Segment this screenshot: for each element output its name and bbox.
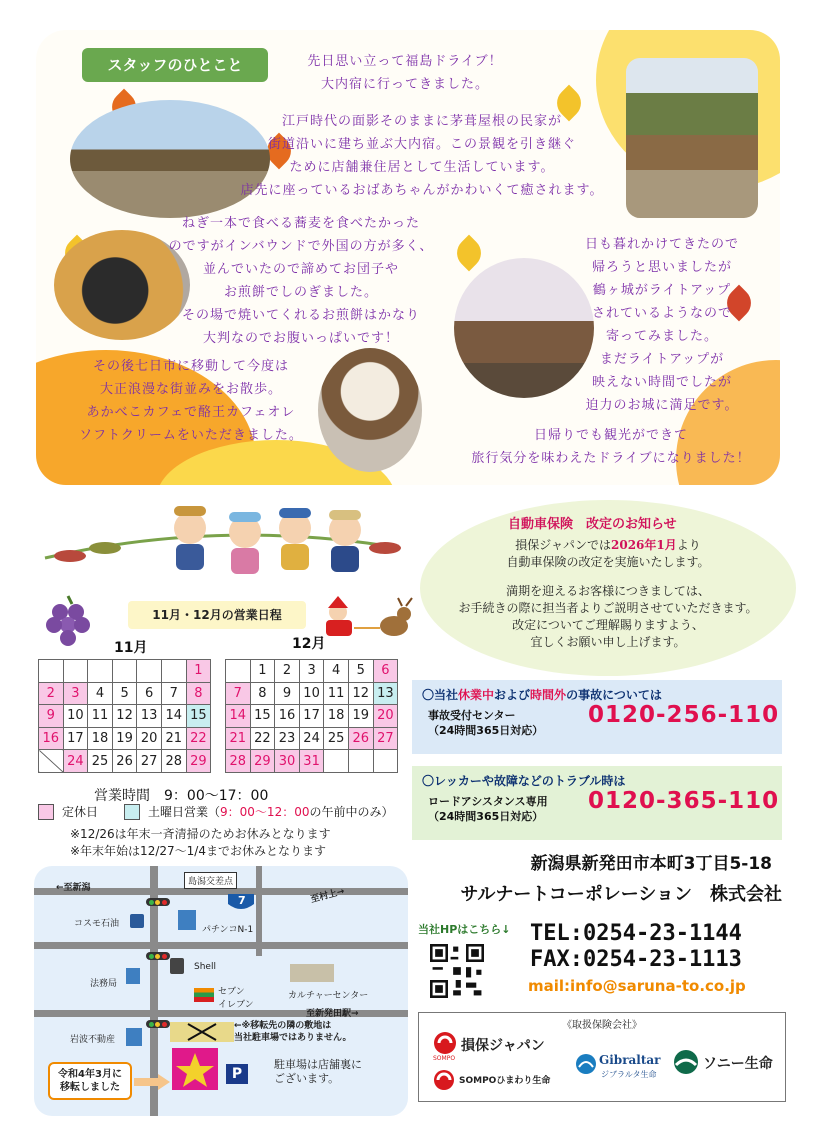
grapes-icon — [38, 592, 100, 654]
gibraltar-logo-icon — [575, 1053, 597, 1075]
schedule-title: 11月・12月の営業日程 — [128, 601, 306, 629]
soft-cream-photo — [318, 348, 422, 472]
parking-sign-icon: P — [226, 1064, 248, 1084]
calendar-day — [161, 660, 186, 683]
calendar-day: 2 — [39, 682, 64, 705]
insurance-line: 改定についてご理解賜りますよう、 — [512, 618, 704, 632]
story-line: 先日思い立って福島ドライブ！ — [307, 54, 503, 69]
saturday-legend-swatch — [124, 804, 140, 820]
leaf-icon — [451, 235, 488, 272]
accident-heading — [422, 686, 662, 703]
himawari-name: SOMPOひまわり生命 — [459, 1076, 551, 1086]
company-tel[interactable]: TEL:0254-23-1144 — [530, 921, 742, 946]
calendar-day: 19 — [112, 727, 137, 750]
map-iwanami-label: 岩波不動産 — [70, 1035, 116, 1045]
story-line: 迫力のお城に満足です。 — [585, 398, 739, 413]
gibraltar-jp-name: ジブラルタ生命 — [601, 1070, 657, 1079]
story-line: その場で焼いてくれるお煎餅はかなり — [181, 308, 420, 323]
calendar-day: 25 — [88, 750, 113, 773]
insurance-line: 自動車保険の改定を実施いたします。 — [506, 555, 710, 569]
business-hours: 営業時間 9：00〜17：00 — [94, 788, 269, 804]
calendar-day: 6 — [373, 660, 398, 683]
company-fax: FAX:0254-23-1113 — [530, 947, 742, 972]
calendar-day: 19 — [348, 705, 373, 728]
story-line: されているようなので — [591, 306, 732, 321]
insurance-line: お手続きの際に担当者よりご説明させていただきます。 — [458, 601, 758, 615]
saturday-legend-hours: 9：00〜12：00 — [220, 805, 310, 819]
map-to-murakami: 至村上→ — [309, 886, 346, 906]
note-line: ※年末年始は12/27〜1/4までお休みとなります — [70, 844, 326, 858]
calendar-day: 16 — [39, 727, 64, 750]
calendar-day: 12 — [348, 682, 373, 705]
december-label: 12月 — [292, 636, 326, 652]
ouchijuku-street-photo — [626, 58, 758, 218]
calendar-day: 1 — [186, 660, 211, 683]
map-culture-label: カルチャーセンター — [288, 991, 369, 1001]
story-line: 日帰りでも観光ができて — [533, 428, 688, 443]
calendar-day: 12 — [112, 705, 137, 728]
calendar-day: 21 — [226, 727, 251, 750]
map-road — [256, 866, 262, 956]
map-road — [34, 942, 408, 949]
calendar-day: 14 — [161, 705, 186, 728]
insurance-spacer — [430, 571, 786, 583]
story-line: 江戸時代の面影そのままに茅葺屋根の民家が — [281, 114, 562, 129]
story-line: 帰ろうと思いましたが — [591, 260, 732, 275]
calendar-week-row — [39, 727, 211, 750]
traffic-light-icon — [146, 898, 170, 906]
calendar-week-row — [226, 750, 398, 773]
story-line: ソフトクリームをいただきました。 — [79, 428, 303, 443]
calendar-day: 1 — [250, 660, 275, 683]
calendar-day — [348, 750, 373, 773]
sony-life-logo-icon — [673, 1049, 699, 1075]
accident-center-hours: （24時間365日対応） — [428, 724, 544, 737]
map-cosmo-label: コスモ石油 — [74, 919, 120, 929]
calendar-day: 2 — [275, 660, 300, 683]
calendar-week-row — [226, 705, 398, 728]
calendar-day — [137, 660, 162, 683]
calendar-day: 15 — [186, 705, 211, 728]
calendar-day: 17 — [63, 727, 88, 750]
calendar-day: 29 — [186, 750, 211, 773]
calendar-day: 24 — [299, 727, 324, 750]
calendar-day: 17 — [299, 705, 324, 728]
sony-life-name: ソニー生命 — [703, 1056, 773, 1072]
calendar-day: 26 — [112, 750, 137, 773]
calendar-day — [112, 660, 137, 683]
calendar-day: 20 — [373, 705, 398, 728]
culture-center-icon — [290, 964, 334, 982]
schedule-notes — [70, 826, 331, 860]
calendar-day: 3 — [299, 660, 324, 683]
calendar-day: 23 — [275, 727, 300, 750]
map-seven-label: セブン イレブン — [218, 987, 254, 1010]
company-name: サルナートコーポレーション 株式会社 — [460, 884, 782, 905]
gibraltar-name: Gibraltar — [599, 1053, 661, 1067]
story-nanokaichi — [56, 355, 326, 447]
story-line: 寄ってみました。 — [605, 329, 718, 344]
calendar-day: 6 — [137, 682, 162, 705]
accident-center-name: 事故受付センター — [428, 709, 516, 722]
calendar-day: 10 — [299, 682, 324, 705]
partner-insurers-box — [418, 1012, 786, 1102]
story-line: まだライトアップが — [599, 352, 725, 367]
calendar-day — [324, 750, 349, 773]
insurance-date: 2026年1月 — [611, 538, 677, 552]
story-line: 街道沿いに建ち並ぶ大内宿。この景観を引き継ぐ — [267, 137, 576, 152]
accident-heading-text: 〇当社 — [422, 688, 459, 702]
sompo-label: SOMPO — [433, 1055, 456, 1062]
story-line: 店先に座っているおばあちゃんがかわいくて癒されます。 — [240, 183, 604, 198]
calendar-day: 14 — [226, 705, 251, 728]
moved-notice-badge: 令和4年3月に 移転しました — [48, 1062, 132, 1100]
shop-location-star-icon — [172, 1048, 218, 1090]
calendar-day: 26 — [348, 727, 373, 750]
saturday-legend-suffix: の午前中のみ） — [309, 805, 394, 819]
map-pachinko-label: パチンコN-1 — [202, 925, 254, 935]
calendar-day: 4 — [324, 660, 349, 683]
calendar-day: 5 — [348, 660, 373, 683]
calendar-day: 22 — [250, 727, 275, 750]
insurance-text: より — [676, 538, 701, 552]
calendar-day: 25 — [324, 727, 349, 750]
traffic-light-icon — [146, 952, 170, 960]
calendar-day: 31 — [299, 750, 324, 773]
calendar-day: 30 — [275, 750, 300, 773]
calendar-day — [373, 750, 398, 773]
accident-center — [428, 708, 543, 738]
november-label: 11月 — [114, 640, 148, 656]
calendar-day: 28 — [226, 750, 251, 773]
calendar-day — [39, 660, 64, 683]
partners-heading: 《取扱保険会社》 — [562, 1020, 642, 1031]
sompo-logo-icon — [433, 1031, 457, 1055]
accident-heading-highlight: 休業中 — [458, 688, 495, 702]
no-parking-lot-icon — [170, 1022, 234, 1042]
map-shell-label: Shell — [194, 962, 216, 972]
calendar-week-row — [226, 727, 398, 750]
himawari-logo-icon — [433, 1069, 455, 1091]
company-mail[interactable]: mail:info@saruna-to.co.jp — [528, 977, 746, 995]
calendar-day: 22 — [186, 727, 211, 750]
calendar-day: 18 — [88, 727, 113, 750]
roadside-center — [428, 794, 548, 824]
homepage-label: 当社HPはこちら↓ — [418, 923, 511, 936]
calendar-day: 7 — [161, 682, 186, 705]
calendar-day: 5 — [112, 682, 137, 705]
note-line: ※12/26は年末一斉清掃のためお休みとなります — [70, 827, 331, 841]
calendar-day: 20 — [137, 727, 162, 750]
story-line: 大正浪漫な街並みをお散歩。 — [99, 382, 282, 397]
seven-eleven-icon — [194, 988, 214, 1002]
calendar-week-row — [39, 750, 211, 773]
story-line: お煎餅でしのぎました。 — [223, 285, 378, 300]
story-line: 映えない時間でしたが — [591, 375, 732, 390]
story-line: 大内宿に行ってきました。 — [320, 77, 489, 92]
story-line: 鶴ヶ城がライトアップ — [592, 283, 732, 298]
calendar-week-row — [39, 705, 211, 728]
cosmo-oil-icon — [130, 914, 144, 928]
calendar-day: 24 — [63, 750, 88, 773]
company-address: 新潟県新発田市本町3丁目5-18 — [530, 854, 772, 874]
story-line: ねぎ一本で食べる蕎麦を食べたかった — [181, 216, 420, 231]
calendar-day: 11 — [324, 682, 349, 705]
insurance-notice-body — [430, 537, 786, 651]
insurance-text: 損保ジャパンでは — [515, 538, 611, 552]
insurance-line — [430, 537, 786, 554]
roadside-center-hours: （24時間365日対応） — [428, 810, 544, 823]
calendar-day: 4 — [88, 682, 113, 705]
kids-illustration — [40, 498, 410, 588]
calendar-week-row — [226, 682, 398, 705]
calendar-day: 21 — [161, 727, 186, 750]
access-map — [34, 866, 408, 1116]
calendar-day: 27 — [373, 727, 398, 750]
accident-contact-box — [412, 680, 782, 754]
calendar-day — [63, 660, 88, 683]
calendar-day — [88, 660, 113, 683]
calendar-day: 9 — [39, 705, 64, 728]
calendar-day: 10 — [63, 705, 88, 728]
shell-station-icon — [170, 958, 184, 974]
iwanami-building-icon — [126, 1028, 142, 1046]
calendar-day: 15 — [250, 705, 275, 728]
story-line: 大判なのでお腹いっぱいです！ — [202, 331, 399, 346]
story-ouchijuku — [222, 110, 622, 202]
calendar-day: 13 — [373, 682, 398, 705]
map-notice: ←※移転先の隣の敷地は 当社駐車場ではありません。 — [234, 1021, 352, 1043]
november-calendar — [38, 659, 211, 773]
accident-phone-number[interactable]: 0120-256-110 — [588, 702, 780, 728]
pachinko-building-icon — [178, 910, 196, 930]
roadside-heading: 〇レッカーや故障などのトラブル時は — [422, 774, 626, 788]
map-parking-note: 駐車場は店舗裏に ございます。 — [274, 1058, 362, 1085]
roadside-phone-number[interactable]: 0120-365-110 — [588, 788, 780, 814]
story-line: 日も暮れかけてきたので — [584, 237, 739, 252]
map-route-number: 7 — [238, 894, 246, 907]
story-line: 旅行気分を味わえたドライブになりました！ — [471, 451, 751, 466]
calendar-day: 28 — [161, 750, 186, 773]
story-line: ために店舗兼住居として生活しています。 — [289, 160, 555, 175]
roadside-center-name: ロードアシスタンス専用 — [428, 795, 548, 808]
story-line: あかべこカフェで酪王カフェオレ — [86, 405, 296, 420]
qr-code-icon[interactable] — [430, 944, 484, 998]
calendar-day — [226, 660, 251, 683]
calendar-week-row — [226, 660, 398, 683]
legal-office-icon — [126, 968, 140, 984]
staff-section — [36, 30, 780, 485]
story-intro — [280, 50, 530, 96]
calendar-day: 29 — [250, 750, 275, 773]
calendar-day: 8 — [250, 682, 275, 705]
december-calendar — [225, 659, 398, 773]
map-to-niigata: ←至新潟 — [56, 883, 91, 893]
calendar-day: 3 — [63, 682, 88, 705]
traffic-light-icon — [146, 1020, 170, 1028]
insurance-line: 宜しくお願い申し上げます。 — [530, 635, 686, 649]
calendar-day: 8 — [186, 682, 211, 705]
story-line: その後七日市に移動して今度は — [92, 359, 289, 374]
story-line: 並んでいたので諦めてお団子や — [202, 262, 399, 277]
map-to-shibata: 至新発田駅→ — [306, 1009, 359, 1019]
insurance-notice-title: 自動車保険 改定のお知らせ — [508, 517, 677, 532]
calendar-day: 11 — [88, 705, 113, 728]
arrow-right-icon — [134, 1074, 170, 1090]
calendar-week-row — [39, 682, 211, 705]
calendar-day: 9 — [275, 682, 300, 705]
closed-legend-swatch — [38, 804, 54, 820]
staff-corner-title: スタッフのひとこと — [82, 48, 268, 82]
story-soba — [146, 212, 456, 350]
calendar-day: 27 — [137, 750, 162, 773]
saturday-legend-prefix: 土曜日営業（ — [148, 805, 221, 819]
calendar-day: 13 — [137, 705, 162, 728]
closed-legend-label: 定休日 — [62, 805, 99, 819]
calendar-day: 16 — [275, 705, 300, 728]
calendar-day: 18 — [324, 705, 349, 728]
insurance-line: 満期を迎えるお客様につきましては、 — [506, 584, 710, 598]
story-castle — [562, 233, 762, 417]
map-shimagata-label: 島潟交差点 — [184, 872, 237, 889]
accident-heading-text: および — [494, 688, 531, 702]
roadside-contact-box — [412, 766, 782, 840]
calendar-legend — [38, 803, 394, 820]
calendar-day — [39, 750, 64, 773]
calendar-day: 7 — [226, 682, 251, 705]
story-closing — [446, 424, 776, 470]
accident-heading-text: の事故については — [566, 688, 662, 702]
story-line: のですがインバウンドで外国の方が多く、 — [168, 239, 434, 254]
calendar-week-row — [39, 660, 211, 683]
map-houmu-label: 法務局 — [90, 979, 118, 989]
sompo-japan-name: 損保ジャパン — [461, 1038, 545, 1054]
santa-reindeer-icon — [320, 596, 420, 646]
accident-heading-highlight: 時間外 — [530, 688, 567, 702]
